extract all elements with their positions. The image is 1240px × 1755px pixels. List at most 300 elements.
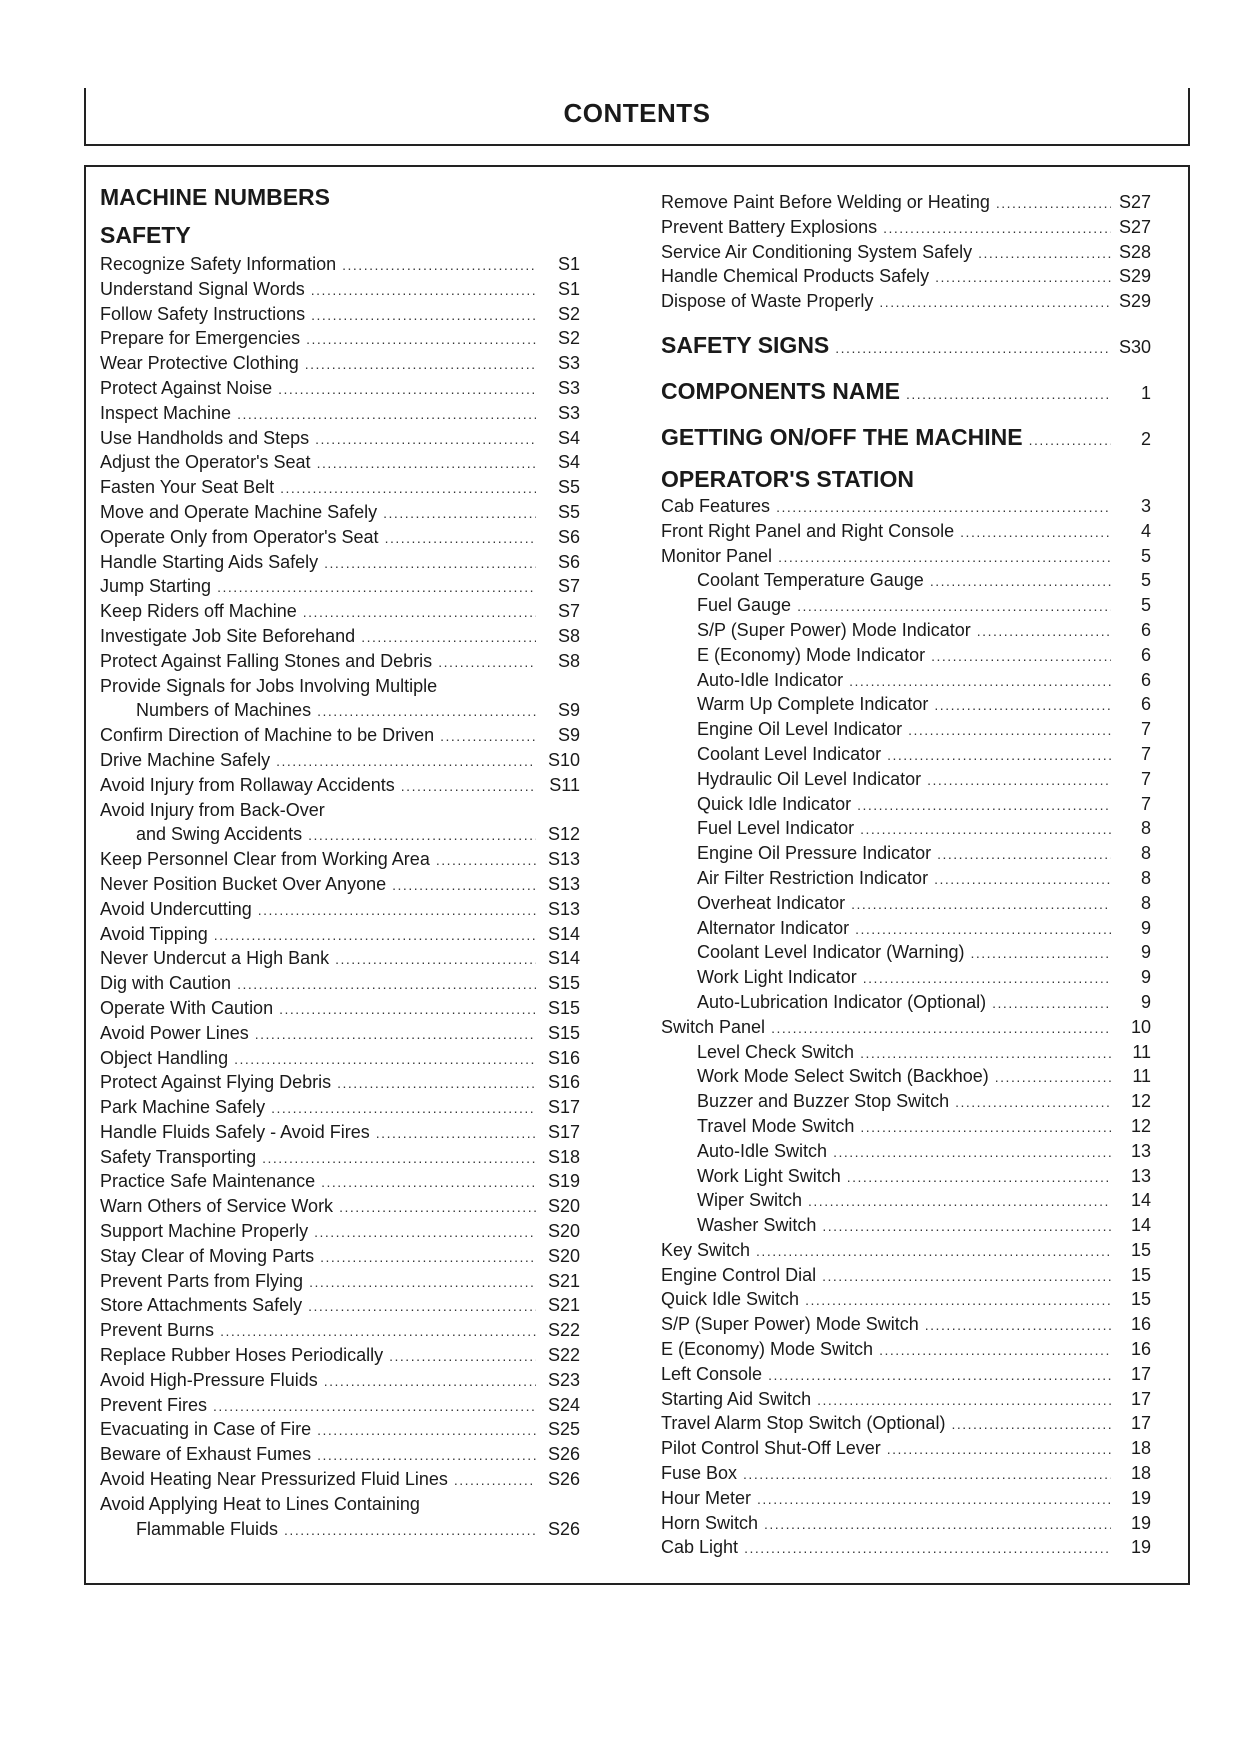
leader-dots xyxy=(860,1115,1111,1140)
toc-entry[interactable] xyxy=(661,519,1151,544)
entry-page: S14 xyxy=(547,923,580,944)
entry-label: Safety Transporting xyxy=(100,1146,257,1167)
leader-dots xyxy=(955,1090,1111,1115)
title-frame xyxy=(84,88,1190,146)
toc-entry[interactable] xyxy=(661,816,1151,841)
toc-entry[interactable] xyxy=(100,698,580,723)
toc-entry[interactable] xyxy=(661,190,1151,215)
toc-entry[interactable] xyxy=(100,1393,580,1418)
toc-entry[interactable] xyxy=(100,475,580,500)
toc-entry[interactable] xyxy=(100,996,580,1021)
entry-page: S1 xyxy=(557,278,580,299)
toc-entry[interactable] xyxy=(100,1293,580,1318)
toc-entry[interactable] xyxy=(661,1312,1151,1337)
toc-entry[interactable] xyxy=(661,1486,1151,1511)
toc-entry[interactable] xyxy=(100,326,580,351)
leader-dots xyxy=(855,917,1111,942)
toc-entry[interactable] xyxy=(661,717,1151,742)
entry-label: Recognize Safety Information xyxy=(100,254,337,274)
entry-label: Avoid Power Lines xyxy=(100,1022,249,1043)
toc-entry[interactable] xyxy=(661,289,1151,314)
entry-page: 11 xyxy=(1132,1066,1151,1087)
entry-label: Protect Against Noise xyxy=(100,377,273,398)
page-title: CONTENTS xyxy=(563,98,711,128)
leader-dots xyxy=(436,848,536,873)
toc-entry[interactable] xyxy=(661,215,1151,240)
entry-label: Evacuating in Case of Fire xyxy=(100,1419,312,1440)
toc-entry[interactable] xyxy=(661,1213,1151,1238)
entry-label: E (Economy) Mode Switch xyxy=(661,1339,874,1360)
entry-label: Never Position Bucket Over Anyone xyxy=(100,873,387,894)
toc-entry[interactable] xyxy=(100,450,580,475)
entry-label: Replace Rubber Hoses Periodically xyxy=(100,1345,384,1366)
entry-label: Coolant Level Indicator xyxy=(697,743,882,764)
toc-entry[interactable] xyxy=(661,1387,1151,1412)
entry-label: Operate With Caution xyxy=(100,997,274,1018)
toc-entry[interactable] xyxy=(100,922,580,947)
toc-entry-getting-on-off[interactable] xyxy=(661,414,1151,460)
toc-entry[interactable] xyxy=(661,1362,1151,1387)
toc-entry[interactable] xyxy=(661,916,1151,941)
leader-dots xyxy=(438,650,536,675)
leader-dots xyxy=(978,241,1111,266)
entry-label: Inspect Machine xyxy=(100,402,232,423)
entry-label: Prevent Battery Explosions xyxy=(661,216,878,237)
entry-page: S23 xyxy=(547,1369,580,1390)
entry-label: Avoid Heating Near Pressurized Fluid Lines xyxy=(100,1469,448,1490)
entry-label: Left Console xyxy=(661,1363,763,1384)
toc-entry[interactable] xyxy=(100,599,580,624)
toc-entry-components-name[interactable] xyxy=(661,368,1151,414)
toc-entry[interactable] xyxy=(100,1343,580,1368)
leader-dots xyxy=(771,1016,1111,1041)
leader-dots xyxy=(887,743,1111,768)
leader-dots xyxy=(214,923,536,948)
entry-label: Air Filter Restriction Indicator xyxy=(697,867,929,888)
toc-entry[interactable] xyxy=(661,1064,1151,1089)
entry-page: 12 xyxy=(1130,1115,1151,1136)
toc-entry[interactable] xyxy=(100,723,580,748)
toc-entry[interactable] xyxy=(661,1139,1151,1164)
entry-page: 6 xyxy=(1140,669,1151,690)
leader-dots xyxy=(860,817,1111,842)
toc-entry[interactable] xyxy=(100,277,580,302)
toc-entry[interactable] xyxy=(661,990,1151,1015)
leader-dots xyxy=(808,1189,1111,1214)
leader-dots xyxy=(303,600,536,625)
entry-label: Investigate Job Site Beforehand xyxy=(100,625,356,646)
leader-dots xyxy=(849,669,1111,694)
entry-page: S27 xyxy=(1118,192,1151,212)
leader-dots xyxy=(279,997,536,1022)
leader-dots xyxy=(320,1245,536,1270)
entry-label: Dig with Caution xyxy=(100,973,232,994)
toc-entry[interactable] xyxy=(661,240,1151,265)
entry-page: S13 xyxy=(547,898,580,919)
leader-dots xyxy=(860,1041,1111,1066)
entry-page: S6 xyxy=(557,551,580,572)
leader-dots xyxy=(385,526,536,551)
toc-entry[interactable] xyxy=(100,500,580,525)
toc-entry[interactable] xyxy=(100,426,580,451)
toc-entry[interactable] xyxy=(100,1442,580,1467)
toc-entry[interactable] xyxy=(100,550,580,575)
entry-page: S16 xyxy=(547,1047,580,1068)
entry-label: Fuel Gauge xyxy=(697,595,792,616)
entry-page: 14 xyxy=(1130,1215,1151,1236)
entry-label: Overheat Indicator xyxy=(697,892,846,913)
entry-page: 17 xyxy=(1130,1388,1151,1409)
toc-entry[interactable] xyxy=(100,1517,580,1542)
toc-entry[interactable] xyxy=(100,1194,580,1219)
toc-entry[interactable] xyxy=(661,1015,1151,1040)
leader-dots xyxy=(440,724,536,749)
entry-page: 7 xyxy=(1140,719,1151,740)
entry-page: 5 xyxy=(1140,570,1151,591)
toc-entry[interactable] xyxy=(661,1511,1151,1536)
entry-label: Protect Against Flying Debris xyxy=(100,1072,332,1093)
entry-label: SAFETY SIGNS xyxy=(661,331,830,358)
leader-dots xyxy=(284,1518,536,1543)
entry-label: Avoid Injury from Rollaway Accidents xyxy=(100,774,395,795)
section-machine-numbers[interactable]: MACHINE NUMBERS xyxy=(100,184,330,210)
leader-dots xyxy=(805,1288,1111,1313)
entry-page: 2 xyxy=(1140,428,1151,449)
toc-entry[interactable] xyxy=(661,1040,1151,1065)
toc-entry[interactable] xyxy=(661,965,1151,990)
entry-page: 14 xyxy=(1130,1190,1151,1211)
toc-entry[interactable] xyxy=(100,624,580,649)
entry-page: S15 xyxy=(547,997,580,1018)
toc-entry[interactable] xyxy=(100,351,580,376)
entry-page: 17 xyxy=(1130,1413,1151,1434)
entry-page: S9 xyxy=(557,700,580,721)
entry-page: S19 xyxy=(547,1171,580,1192)
entry-page: 16 xyxy=(1130,1339,1151,1360)
entry-page: S13 xyxy=(547,873,580,894)
toc-entry[interactable] xyxy=(661,618,1151,643)
leader-dots xyxy=(835,325,1111,371)
entry-page: S27 xyxy=(1118,216,1151,237)
entry-page: S3 xyxy=(557,353,580,374)
section-safety[interactable]: SAFETY xyxy=(100,222,191,248)
toc-entry[interactable] xyxy=(100,1368,580,1393)
entry-page: 13 xyxy=(1130,1165,1151,1186)
entry-page: 6 xyxy=(1140,619,1151,640)
leader-dots xyxy=(276,749,536,774)
entry-page: 19 xyxy=(1130,1487,1151,1508)
entry-page: S20 xyxy=(547,1221,580,1242)
entry-label: Stay Clear of Moving Parts xyxy=(100,1245,315,1266)
toc-entry[interactable] xyxy=(661,643,1151,668)
leader-dots xyxy=(321,1170,536,1195)
toc-entry[interactable] xyxy=(661,742,1151,767)
toc-entry[interactable] xyxy=(100,1169,580,1194)
entry-page: 15 xyxy=(1130,1289,1151,1310)
entry-label: COMPONENTS NAME xyxy=(661,377,900,404)
entry-page: S6 xyxy=(557,526,580,547)
entry-label: Follow Safety Instructions xyxy=(100,303,306,324)
entry-label: Hour Meter xyxy=(661,1487,752,1508)
entry-label: Understand Signal Words xyxy=(100,278,305,299)
toc-entry[interactable] xyxy=(661,1089,1151,1114)
toc-entry[interactable] xyxy=(661,264,1151,289)
entry-label: Operate Only from Operator's Seat xyxy=(100,526,379,547)
toc-entry[interactable] xyxy=(100,1244,580,1269)
section-operators-station[interactable]: OPERATOR'S STATION xyxy=(661,465,914,492)
entry-label: Buzzer and Buzzer Stop Switch xyxy=(697,1091,950,1112)
toc-entry[interactable] xyxy=(100,971,580,996)
leader-dots xyxy=(383,501,536,526)
entry-page: 17 xyxy=(1130,1363,1151,1384)
entry-label: Work Light Switch xyxy=(697,1165,841,1186)
entry-label: Warm Up Complete Indicator xyxy=(697,694,929,715)
toc-entry[interactable] xyxy=(661,1337,1151,1362)
entry-label: Object Handling xyxy=(100,1047,229,1068)
entry-page: 8 xyxy=(1140,843,1151,864)
toc-entry[interactable] xyxy=(661,544,1151,569)
leader-dots xyxy=(934,693,1111,718)
entry-label: Work Light Indicator xyxy=(697,967,857,988)
toc-entry[interactable] xyxy=(100,1145,580,1170)
leader-dots xyxy=(306,327,536,352)
entry-label: Handle Starting Aids Safely xyxy=(100,551,319,572)
toc-entry[interactable] xyxy=(661,1188,1151,1213)
entry-page: S13 xyxy=(547,849,580,870)
entry-label: Support Machine Properly xyxy=(100,1221,309,1242)
leader-dots xyxy=(883,216,1111,241)
entry-page: S18 xyxy=(547,1146,580,1167)
entry-label: Avoid High-Pressure Fluids xyxy=(100,1369,318,1390)
toc-entry[interactable] xyxy=(100,1021,580,1046)
leader-dots xyxy=(342,253,536,278)
toc-entry[interactable] xyxy=(661,1436,1151,1461)
leader-dots xyxy=(996,191,1111,216)
leader-dots xyxy=(213,1394,536,1419)
toc-entry[interactable] xyxy=(661,1263,1151,1288)
entry-page: 9 xyxy=(1140,942,1151,963)
toc-entry[interactable] xyxy=(661,940,1151,965)
toc-entry[interactable] xyxy=(661,1164,1151,1189)
toc-entry[interactable] xyxy=(100,748,580,773)
leader-dots xyxy=(960,520,1111,545)
entry-label: Handle Chemical Products Safely xyxy=(661,266,930,287)
entry-label: S/P (Super Power) Mode Switch xyxy=(661,1314,919,1335)
entry-label: Flammable Fluids xyxy=(136,1518,279,1539)
leader-dots xyxy=(934,867,1111,892)
entry-label: Key Switch xyxy=(661,1239,751,1260)
entry-label: Quick Idle Switch xyxy=(661,1289,800,1310)
toc-entry-safety-signs[interactable] xyxy=(661,322,1151,368)
entry-label: Beware of Exhaust Fumes xyxy=(100,1444,312,1465)
toc-entry[interactable] xyxy=(100,525,580,550)
entry-label: Fuse Box xyxy=(661,1463,738,1484)
entry-label: S/P (Super Power) Mode Indicator xyxy=(697,619,971,640)
toc-entry[interactable] xyxy=(100,574,580,599)
toc-entry[interactable] xyxy=(100,401,580,426)
entry-label: Monitor Panel xyxy=(661,545,773,566)
entry-label: Engine Control Dial xyxy=(661,1264,817,1285)
toc-entry[interactable] xyxy=(661,494,1151,519)
entry-label: E (Economy) Mode Indicator xyxy=(697,644,926,665)
entry-page: S12 xyxy=(547,824,580,845)
right-column xyxy=(661,190,1151,1560)
toc-entry-line[interactable]: Avoid Injury from Back-Over xyxy=(100,799,325,820)
left-column xyxy=(100,182,580,1541)
toc-entry[interactable] xyxy=(661,1461,1151,1486)
entry-page: 8 xyxy=(1140,867,1151,888)
toc-entry[interactable] xyxy=(100,302,580,327)
leader-dots xyxy=(314,1220,536,1245)
leader-dots xyxy=(908,718,1111,743)
toc-entry[interactable] xyxy=(100,1318,580,1343)
toc-entry[interactable] xyxy=(661,891,1151,916)
leader-dots xyxy=(930,569,1111,594)
toc-entry[interactable] xyxy=(100,1120,580,1145)
toc-entry-line[interactable]: Avoid Applying Heat to Lines Containing xyxy=(100,1493,420,1514)
entry-page: 1 xyxy=(1140,382,1151,403)
entry-page: 7 xyxy=(1140,743,1151,764)
toc-entry[interactable] xyxy=(661,692,1151,717)
entry-label: Wiper Switch xyxy=(697,1190,803,1211)
leader-dots xyxy=(217,575,536,600)
toc-entry[interactable] xyxy=(100,872,580,897)
leader-dots xyxy=(995,1065,1111,1090)
leader-dots xyxy=(977,619,1111,644)
entry-page: S30 xyxy=(1118,336,1151,357)
toc-entry[interactable] xyxy=(100,1467,580,1492)
leader-dots xyxy=(951,1412,1111,1437)
toc-entry[interactable] xyxy=(661,1238,1151,1263)
toc-entry[interactable] xyxy=(661,767,1151,792)
leader-dots xyxy=(937,842,1111,867)
entry-page: S14 xyxy=(547,948,580,969)
entry-label: Prevent Fires xyxy=(100,1394,208,1415)
leader-dots xyxy=(317,699,536,724)
leader-dots xyxy=(308,823,536,848)
toc-entry[interactable] xyxy=(661,1114,1151,1139)
toc-entry[interactable] xyxy=(100,252,580,277)
toc-entry[interactable] xyxy=(100,1095,580,1120)
leader-dots xyxy=(317,451,536,476)
leader-dots xyxy=(887,1437,1111,1462)
leader-dots xyxy=(280,476,536,501)
entry-label: Fasten Your Seat Belt xyxy=(100,477,275,498)
toc-entry[interactable] xyxy=(661,593,1151,618)
entry-page: S2 xyxy=(557,303,580,324)
entry-label: Fuel Level Indicator xyxy=(697,818,855,839)
entry-page: 7 xyxy=(1140,793,1151,814)
entry-page: 19 xyxy=(1130,1537,1151,1558)
entry-page: S8 xyxy=(557,650,580,671)
entry-label: Wear Protective Clothing xyxy=(100,353,299,374)
toc-entry[interactable] xyxy=(100,649,580,674)
leader-dots xyxy=(927,768,1111,793)
entry-page: S28 xyxy=(1118,241,1151,262)
toc-entry-line[interactable]: Provide Signals for Jobs Involving Multiple xyxy=(100,675,438,696)
leader-dots xyxy=(879,290,1111,315)
entry-label: Prevent Burns xyxy=(100,1320,215,1341)
toc-entry[interactable] xyxy=(100,946,580,971)
toc-entry[interactable] xyxy=(100,1046,580,1071)
entry-page: 9 xyxy=(1140,917,1151,938)
toc-entry[interactable] xyxy=(100,847,580,872)
leader-dots xyxy=(258,898,536,923)
toc-entry[interactable] xyxy=(661,1411,1151,1436)
leader-dots xyxy=(797,594,1111,619)
toc-entry[interactable] xyxy=(661,792,1151,817)
entry-label: and Swing Accidents xyxy=(136,824,303,845)
toc-entry[interactable] xyxy=(661,1535,1151,1560)
leader-dots xyxy=(311,278,536,303)
entry-label: Warn Others of Service Work xyxy=(100,1196,334,1217)
leader-dots xyxy=(743,1462,1111,1487)
toc-entry[interactable] xyxy=(100,1269,580,1294)
toc-entry[interactable] xyxy=(661,668,1151,693)
entry-label: GETTING ON/OFF THE MACHINE xyxy=(661,423,1023,450)
entry-label: Drive Machine Safely xyxy=(100,749,271,770)
leader-dots xyxy=(757,1487,1111,1512)
entry-label: Travel Mode Switch xyxy=(697,1115,855,1136)
entry-label: Use Handholds and Steps xyxy=(100,427,310,448)
leader-dots xyxy=(324,1369,536,1394)
entry-label: Auto-Lubrication Indicator (Optional) xyxy=(697,991,987,1012)
entry-label: Coolant Temperature Gauge xyxy=(697,570,924,591)
toc-entry[interactable] xyxy=(100,1070,580,1095)
entry-page: 10 xyxy=(1130,1016,1151,1037)
entry-page: S8 xyxy=(557,625,580,646)
toc-entry[interactable] xyxy=(100,773,580,798)
entry-label: Prevent Parts from Flying xyxy=(100,1270,304,1291)
leader-dots xyxy=(992,991,1111,1016)
leader-dots xyxy=(278,377,536,402)
leader-dots xyxy=(857,793,1111,818)
leader-dots xyxy=(744,1536,1111,1561)
entry-page: S7 xyxy=(557,601,580,622)
toc-entry[interactable] xyxy=(100,897,580,922)
entry-label: Hydraulic Oil Level Indicator xyxy=(697,768,922,789)
entry-label: Pilot Control Shut-Off Lever xyxy=(661,1438,881,1459)
entry-label: Numbers of Machines xyxy=(136,700,312,721)
toc-entry[interactable] xyxy=(100,1219,580,1244)
toc-entry[interactable] xyxy=(100,376,580,401)
leader-dots xyxy=(778,545,1111,570)
leader-dots xyxy=(764,1512,1111,1537)
toc-entry[interactable] xyxy=(100,822,580,847)
entry-page: 7 xyxy=(1140,768,1151,789)
entry-label: Cab Features xyxy=(661,495,771,516)
leader-dots xyxy=(262,1146,536,1171)
entry-label: Keep Personnel Clear from Working Area xyxy=(100,849,430,870)
entry-page: S4 xyxy=(557,427,580,448)
entry-page: S24 xyxy=(547,1394,580,1415)
toc-entry[interactable] xyxy=(661,568,1151,593)
toc-entry[interactable] xyxy=(100,1417,580,1442)
entry-page: S20 xyxy=(547,1245,580,1266)
entry-label: Starting Aid Switch xyxy=(661,1388,812,1409)
entry-page: 15 xyxy=(1130,1239,1151,1260)
toc-entry[interactable] xyxy=(661,1287,1151,1312)
toc-entry[interactable] xyxy=(661,841,1151,866)
entry-label: Auto-Idle Indicator xyxy=(697,669,844,690)
entry-page: S22 xyxy=(547,1345,580,1366)
entry-label: Prepare for Emergencies xyxy=(100,328,301,349)
entry-page: 15 xyxy=(1130,1264,1151,1285)
toc-entry[interactable] xyxy=(661,866,1151,891)
safety-entry-list-continued xyxy=(661,190,1151,314)
leader-dots xyxy=(454,1468,536,1493)
leader-dots xyxy=(315,427,536,452)
